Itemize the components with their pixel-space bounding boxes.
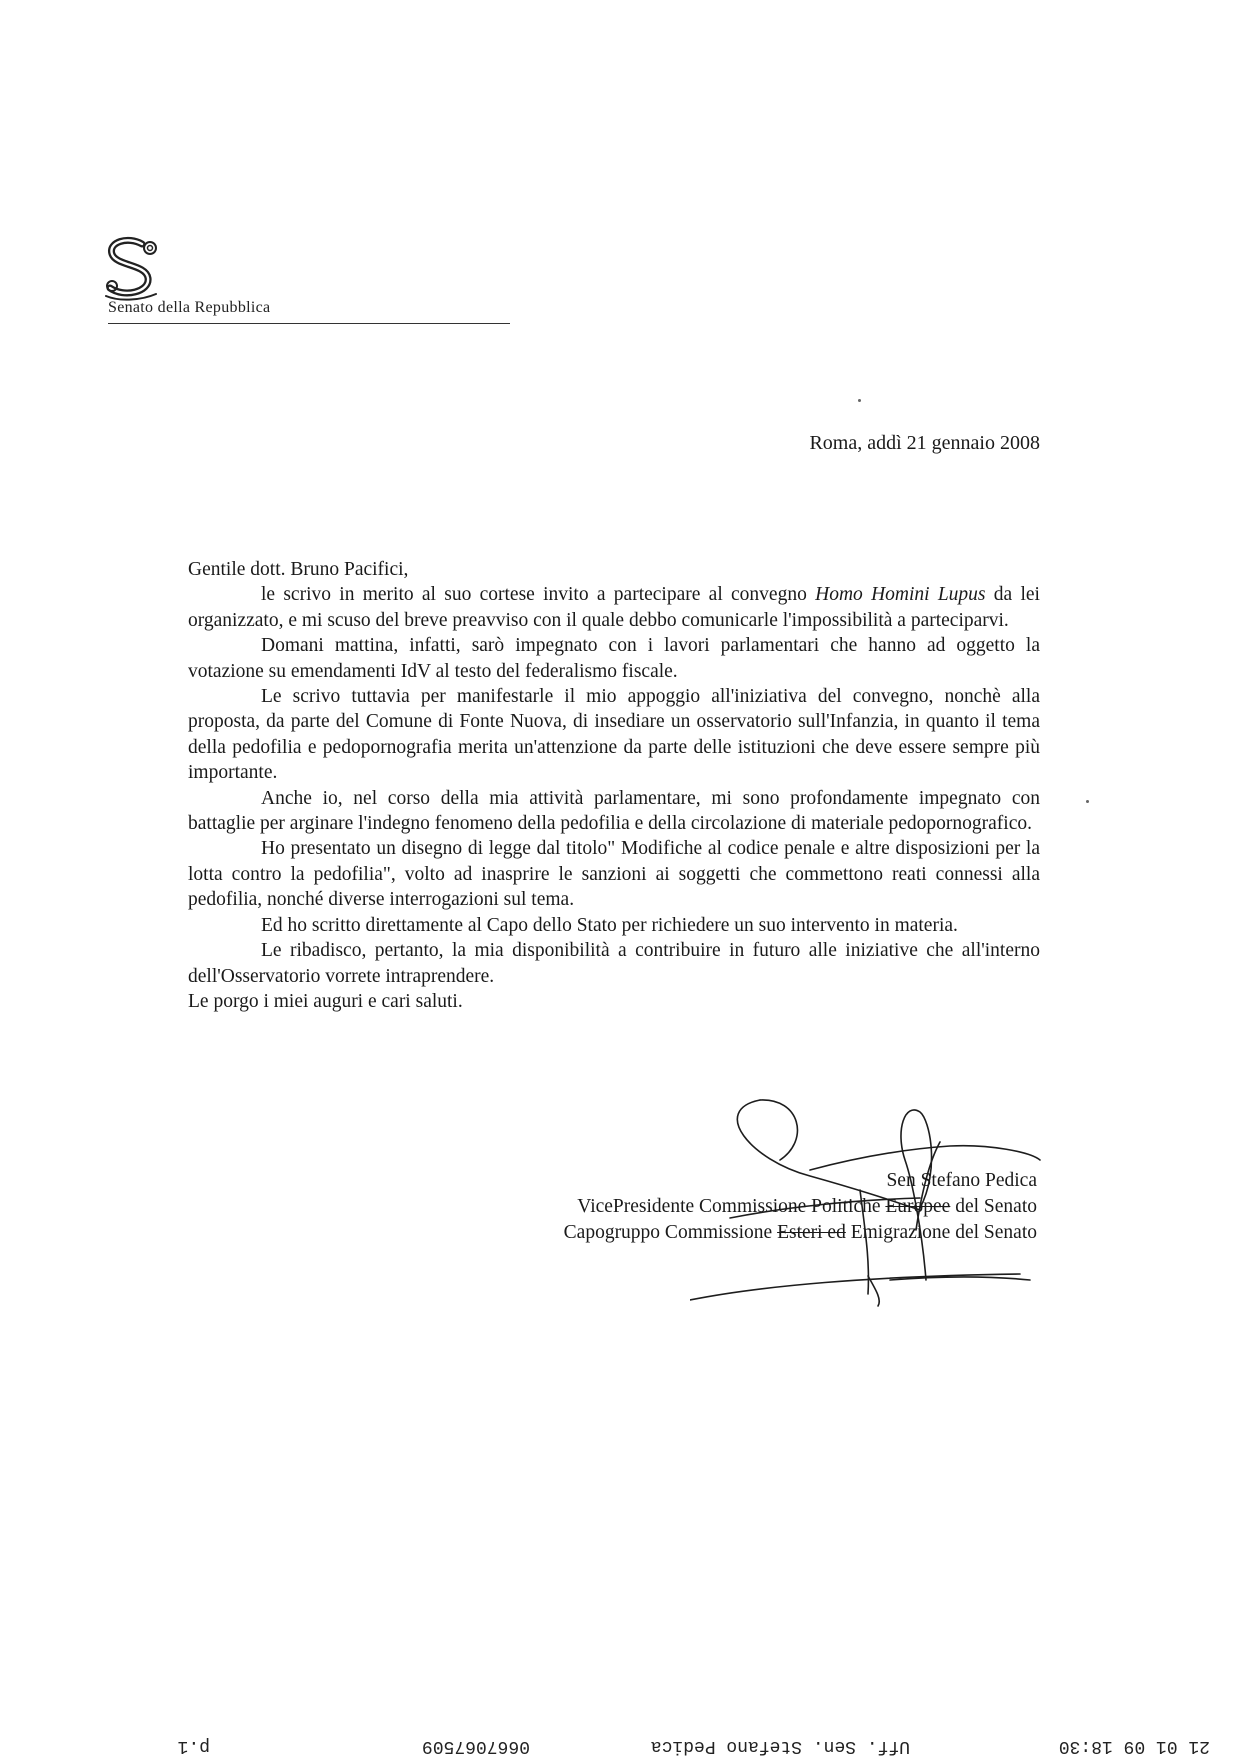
fax-page: p.1: [177, 1736, 210, 1756]
paragraph: Ho presentato un disegno di legge dal titolo" Modifiche al codice penale e altre disposizioni per la lotta contro la pedofilia", volto ad inasprire le sanzioni ai soggetti che commettono reati connessi alla pedofilia, nonché diverse interrogazioni sul tema.: [188, 838, 1040, 911]
fax-header: [150, 1732, 1210, 1756]
title-text: Capogruppo Commissione: [563, 1222, 778, 1243]
fax-sender: Uff. Sen. Stefano Pedica: [650, 1736, 910, 1756]
fax-datetime: 21 01 09 18:30: [1058, 1736, 1210, 1756]
struck-text: Europee: [885, 1196, 951, 1217]
signer-title-vicepresident: [564, 1194, 1037, 1220]
scan-speck: [1086, 800, 1089, 803]
signer-name: Sen Stefano Pedica: [886, 1170, 1037, 1191]
senato-s-emblem-icon: [102, 236, 166, 302]
paragraph: Domani mattina, infatti, sarò impegnato con i lavori parlamentari che hanno ad oggetto la votazione su emendamenti IdV al testo del federalismo fiscale.: [188, 635, 1040, 682]
organization-name: Senato della Repubblica: [108, 299, 271, 316]
closing-line: Le porgo i miei auguri e cari saluti.: [188, 990, 463, 1012]
fax-number: 0667067509: [421, 1736, 530, 1756]
paragraph: Anche io, nel corso della mia attività parlamentare, mi sono profondamente impegnato con battaglie per arginare l'indegno fenomeno della pedofilia e della circolazione di materiale pedopornografico.: [188, 787, 1040, 835]
paragraph: le scrivo in merito al suo cortese invito a partecipare al convegno Homo Homini Lupus da lei organizzato, e mi scuso del breve preavviso con il quale debbo comunicarle l'impossibilità a parteciparvi.: [188, 584, 1040, 631]
struck-text: Esteri ed: [777, 1222, 846, 1243]
italic-title: Homo Homini Lupus: [815, 584, 986, 606]
signer-title-capogruppo: [564, 1220, 1037, 1246]
letter-body: [188, 557, 1040, 1014]
letterhead-divider: [108, 323, 510, 324]
paragraph: Le ribadisco, pertanto, la mia disponibilità a contribuire in futuro alle iniziative che all'interno dell'Osservatorio vorrete intraprendere.: [188, 940, 1040, 987]
paragraph: Le scrivo tuttavia per manifestarle il mio appoggio all'iniziativa del convegno, nonchè alla proposta, da parte del Comune di Fonte Nuova, di insediare un osservatorio sull'Infanzia, in quanto il tema della pedofilia e pedopornografia merita un'attenzione da parte delle istituzioni che deve essere sempre più importante.: [188, 686, 1040, 784]
signature-block: [564, 1168, 1037, 1246]
scan-speck: [858, 399, 861, 402]
title-text: VicePresidente Commissione Politiche: [577, 1196, 886, 1217]
paragraph: Ed ho scritto direttamente al Capo dello Stato per richiedere un suo intervento in materia.: [261, 914, 958, 936]
date-line: Roma, addì 21 gennaio 2008: [809, 432, 1040, 454]
title-text: Emigrazione del Senato: [845, 1222, 1037, 1243]
title-text: del Senato: [950, 1196, 1037, 1217]
salutation: Gentile dott. Bruno Pacifici,: [188, 559, 409, 580]
